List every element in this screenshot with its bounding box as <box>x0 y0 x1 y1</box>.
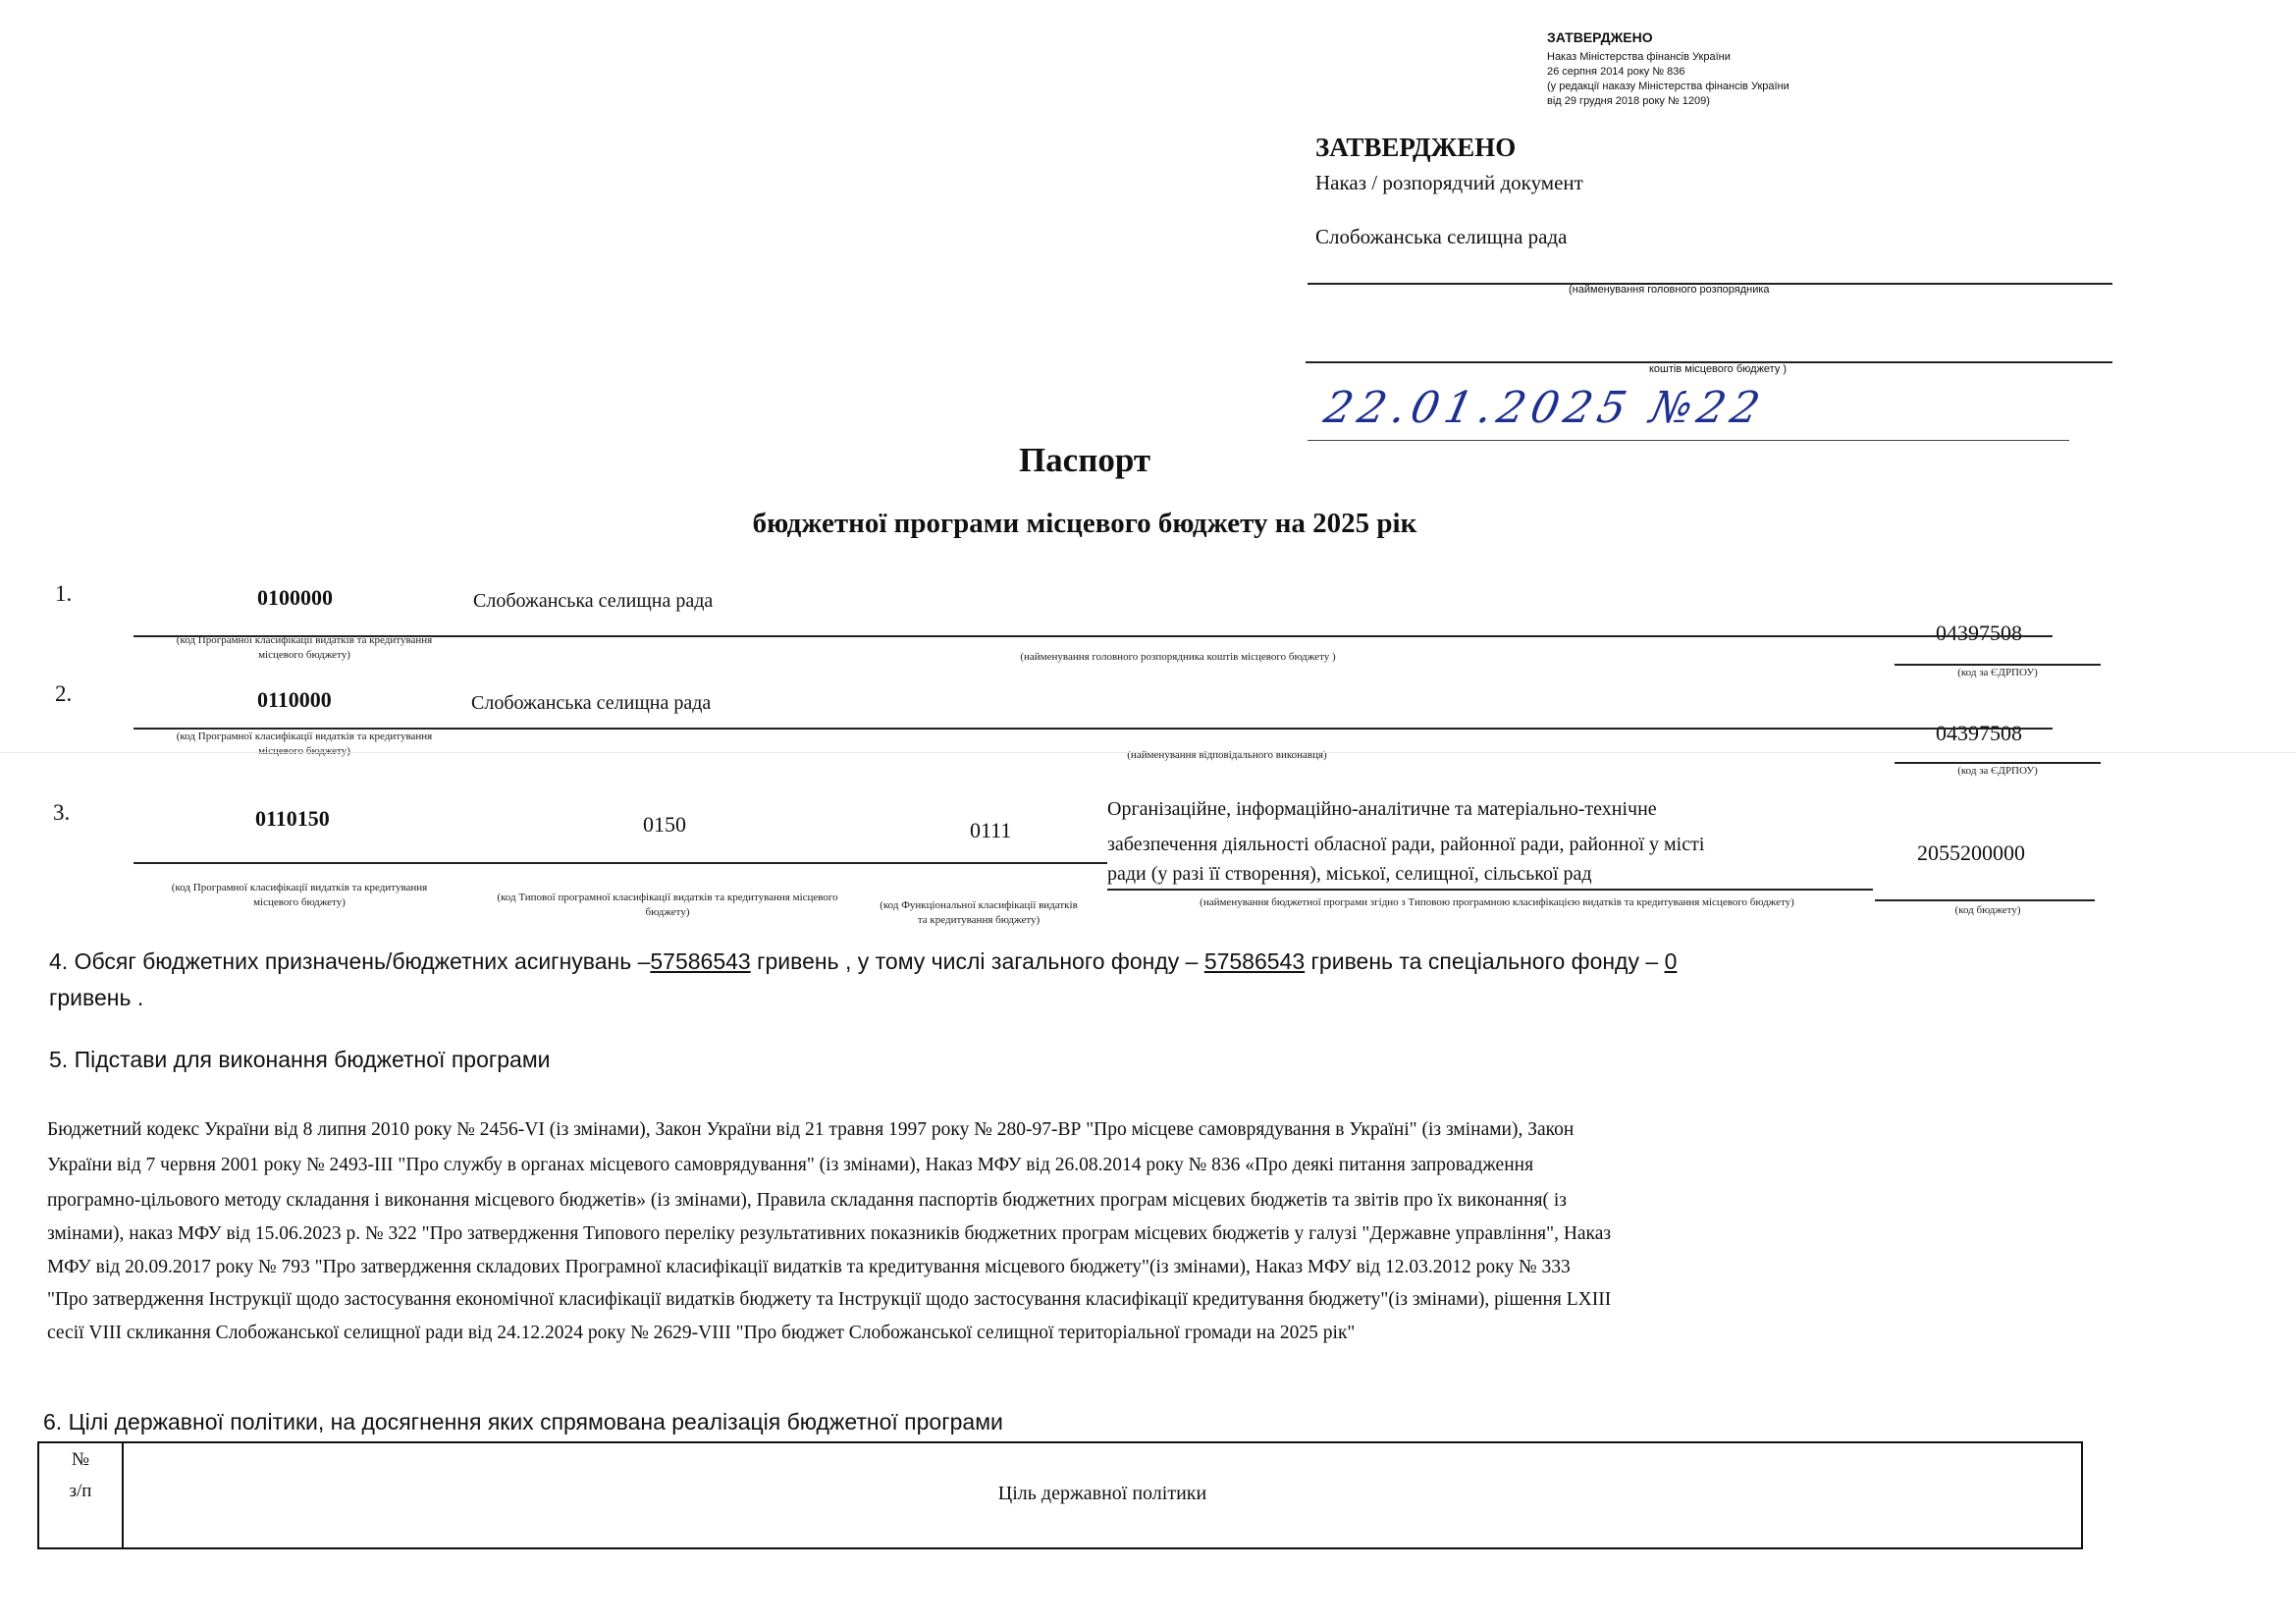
program-code: 0110150 <box>255 806 330 831</box>
budget-code: 2055200000 <box>1917 840 2025 865</box>
executor-name: Слобожанська селищна рада <box>471 692 712 714</box>
row-line <box>1107 889 1873 891</box>
budget-volume-part: гривень та спеціального фонду – <box>1305 948 1665 974</box>
program-code: 0100000 <box>257 585 333 610</box>
stamp-title: ЗАТВЕРДЖЕНО <box>1547 29 1653 45</box>
program-name-line: Організаційне, інформаційно-аналітичне та матеріально-технічне <box>1107 798 1657 820</box>
row-line <box>1875 899 2095 901</box>
page-title: Паспорт <box>1018 441 1151 479</box>
edrpou-code: 04397508 <box>1936 721 2022 745</box>
total-amount: 57586543 <box>650 948 751 974</box>
code-caption: (код Програмної класифікації видатків та кредитування місцевого бюджету) <box>171 882 428 908</box>
section5-title: 5. Підстави для виконання бюджетної програми <box>49 1047 551 1072</box>
general-fund-amount: 57586543 <box>1203 948 1306 974</box>
legal-basis-line: МФУ від 20.09.2017 року № 793 "Про затвердження складових Програмної класифікації видатків та кредитування місцевого бюджету"(із змінами), Наказ МФУ від 12.03.2012 року № 333 <box>47 1257 1571 1277</box>
program-name: Слобожанська селищна рада <box>473 590 714 612</box>
stamp-line: від 29 грудня 2018 року № 1209) <box>1547 95 1710 107</box>
row-line <box>133 862 1107 864</box>
budget-volume-part: 4. Обсяг бюджетних призначень/бюджетних асигнувань – <box>49 948 651 974</box>
legal-basis-line: України від 7 червня 2001 року № 2493-ІІІ "Про службу в органах місцевого самоврядування" (із змінами), Наказ МФУ від 26.08.2014 року № 836 «Про деякі питання запровадження <box>47 1155 1534 1175</box>
approval-caption: (найменування головного розпорядника <box>1569 284 1770 296</box>
page-subtitle: бюджетної програми місцевого бюджету на 2025 рік <box>752 508 1417 539</box>
legal-basis-line: змінами), наказ МФУ від 15.06.2023 р. № 322 "Про затвердження Типового переліку результативних показників бюджетних програм місцевих бюджетів у галузі "Державне управління", Наказ <box>47 1223 1612 1244</box>
goals-table-num-header <box>39 1443 124 1547</box>
scan-artifact-line <box>0 752 2296 753</box>
legal-basis-line: сесії VIII скликання Слобожанської селищної ради від 24.12.2024 року № 2629-VIII "Про бюджет Слобожанської селищної територіальної громади на 2025 рік" <box>47 1323 1356 1343</box>
budget-volume-part: гривень , у тому числі загального фонду – <box>750 948 1204 974</box>
approval-doc-label: Наказ / розпорядчий документ <box>1315 171 1583 194</box>
goals-table-goal-header: Ціль державної політики <box>997 1483 1207 1504</box>
code-caption: (код Програмної класифікації видатків та кредитування місцевого бюджету) <box>176 634 433 661</box>
stamp-line: (у редакції наказу Міністерства фінансів України <box>1547 81 1789 92</box>
name-caption: (найменування відповідального виконавця) <box>1127 749 1327 761</box>
handwritten-date-number: 22.01.2025 №22 <box>1319 383 1770 433</box>
approval-org: Слобожанська селищна рада <box>1315 225 1568 248</box>
typical-program-code: 0150 <box>643 812 686 837</box>
section6-title: 6. Цілі державної політики, на досягнення яких спрямована реалізація бюджетної програми <box>43 1409 1003 1435</box>
goals-num-abbrev: з/п <box>69 1481 92 1501</box>
budget-volume-text <box>49 948 1677 975</box>
budget-code-caption: (код бюджету) <box>1954 904 2021 916</box>
budget-volume-end: гривень . <box>49 985 144 1010</box>
edrpou-caption: (код за ЄДРПОУ) <box>1957 765 2038 777</box>
goals-num-symbol: № <box>71 1449 90 1470</box>
row-number: 3. <box>53 800 71 825</box>
special-fund-amount: 0 <box>1664 948 1678 974</box>
legal-basis-line: Бюджетний кодекс України від 8 липня 2010 року № 2456-VI (із змінами), Закон України від 21 травня 1997 року № 280-97-ВР "Про місцеве самоврядування в Україні" (із змінами), Закон <box>47 1119 1575 1140</box>
program-name-caption: (найменування бюджетної програми згідно з Типовою програмною класифікацією видатків та кредитування місцевого бюджету) <box>1200 896 1794 908</box>
goals-table <box>37 1441 2083 1549</box>
row-number: 2. <box>55 681 73 706</box>
program-code: 0110000 <box>257 687 332 712</box>
functional-code-caption: (код Функціональної класифікації видатків та кредитування бюджету) <box>880 899 1078 926</box>
legal-basis-line: "Про затвердження Інструкції щодо застосування економічної класифікації видатків бюджету та Інструкції щодо застосування класифікації кредитування бюджету"(із змінами), рішення LXIII <box>47 1289 1612 1310</box>
approval-caption: коштів місцевого бюджету ) <box>1649 363 1788 375</box>
approval-title: ЗАТВЕРДЖЕНО <box>1315 133 1517 162</box>
legal-basis-line: програмно-цільового методу складання і виконання місцевого бюджетів» (із змінами), Правила складання паспортів бюджетних програм місцевих бюджетів та звітів про їх виконання( із <box>47 1190 1568 1211</box>
stamp-line: Наказ Міністерства фінансів України <box>1547 51 1731 63</box>
functional-code: 0111 <box>970 818 1012 842</box>
typical-code-caption: (код Типової програмної класифікації видатків та кредитування місцевого бюджету) <box>497 892 838 918</box>
code-caption: (код Програмної класифікації видатків та кредитування місцевого бюджету) <box>176 731 433 757</box>
name-caption: (найменування головного розпорядника коштів місцевого бюджету ) <box>1020 651 1336 663</box>
edrpou-caption: (код за ЄДРПОУ) <box>1957 667 2038 678</box>
program-name-line: забезпечення діяльності обласної ради, районної ради, районної у місті <box>1107 834 1705 855</box>
edrpou-code: 04397508 <box>1936 621 2022 645</box>
stamp-line: 26 серпня 2014 року № 836 <box>1547 66 1685 78</box>
row-number: 1. <box>55 581 73 606</box>
program-name-line: ради (у разі її створення), міської, селищної, сільської рад <box>1107 863 1592 885</box>
